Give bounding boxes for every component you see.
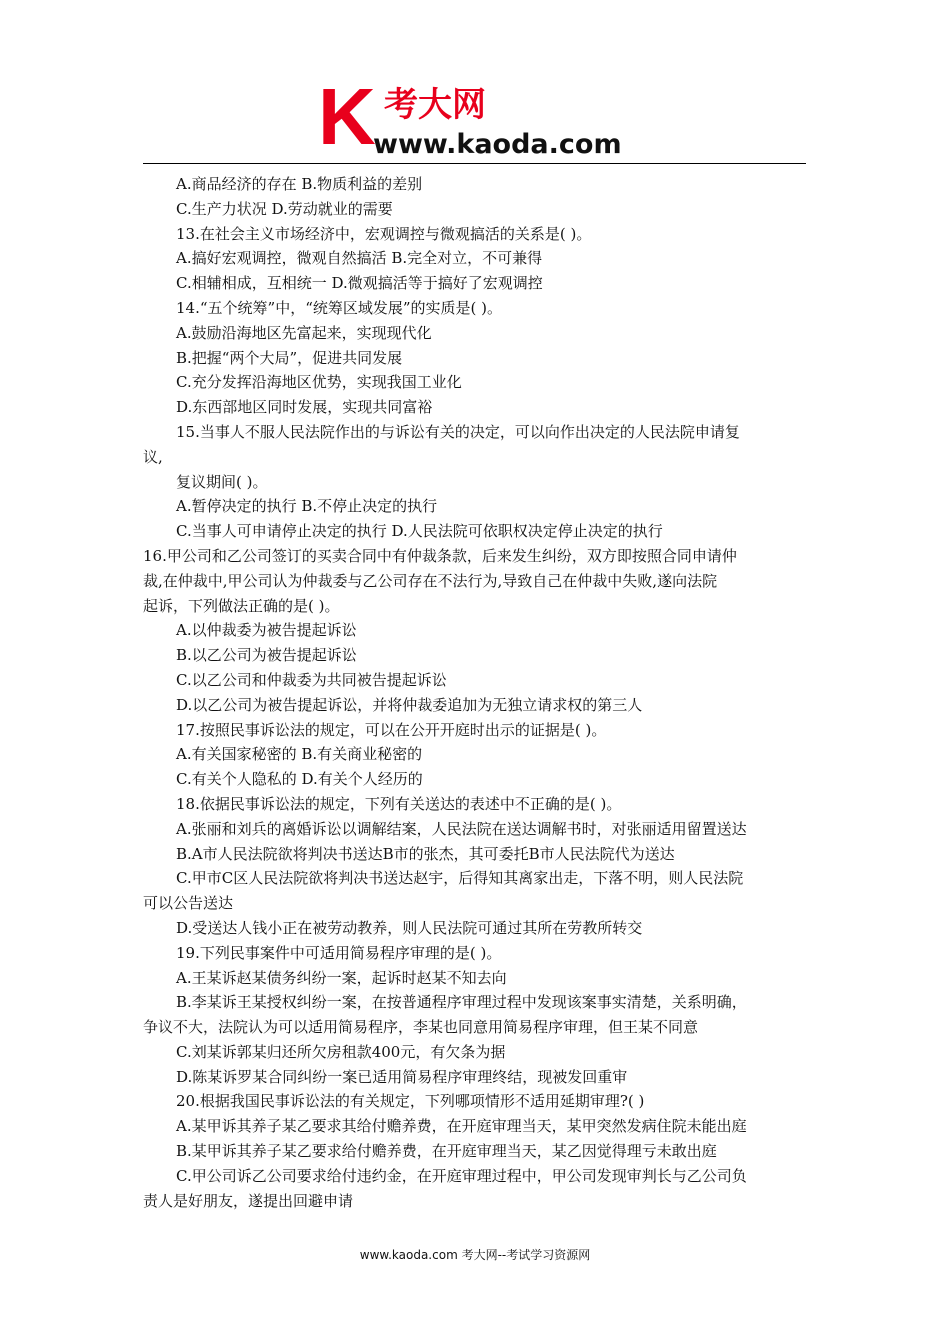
logo-chinese-name: 考大网 xyxy=(384,85,486,125)
text-line: D.东西部地区同时发展，实现共同富裕 xyxy=(176,398,433,417)
text-line: 13.在社会主义市场经济中，宏观调控与微观搞活的关系是( )。 xyxy=(176,224,592,243)
text-line: B.李某诉王某授权纠纷一案，在按普通程序审理过程中发现该案事实清楚，关系明确， xyxy=(176,993,747,1012)
text-line: 责人是好朋友，遂提出回避申请 xyxy=(143,1191,354,1210)
document-body xyxy=(143,172,808,1213)
text-line: B.把握“两个大局”，促进共同发展 xyxy=(176,348,403,367)
text-line: C.有关个人隐私的 D.有关个人经历的 xyxy=(176,770,423,789)
text-line: B.A市人民法院欲将判决书送达B市的张杰，其可委托B市人民法院代为送达 xyxy=(176,844,675,863)
text-line: 14.“五个统筹”中，“统筹区域发展”的实质是( )。 xyxy=(176,298,503,317)
text-line: C.充分发挥沿海地区优势，实现我国工业化 xyxy=(176,373,462,392)
text-line: D.受送达人钱小正在被劳动教养，则人民法院可通过其所在劳教所转交 xyxy=(176,918,643,937)
text-line: 裁,在仲裁中,甲公司认为仲裁委与乙公司存在不法行为,导致自己在仲裁中失败,遂向法院 xyxy=(143,571,718,590)
text-line: A.有关国家秘密的 B.有关商业秘密的 xyxy=(176,745,423,764)
text-line: 16.甲公司和乙公司签订的买卖合同中有仲裁条款，后来发生纠纷，双方即按照合同申请仲 xyxy=(143,546,737,565)
text-line: 17.按照民事诉讼法的规定，可以在公开开庭时出示的证据是( )。 xyxy=(176,720,607,739)
text-line: 起诉，下列做法正确的是( )。 xyxy=(143,596,340,615)
text-line: A.鼓励沿海地区先富起来，实现现代化 xyxy=(176,323,432,342)
text-line: 19.下列民事案件中可适用简易程序审理的是( )。 xyxy=(176,943,502,962)
text-line: 争议不大，法院认为可以适用简易程序，李某也同意用简易程序审理，但王某不同意 xyxy=(143,1018,699,1037)
text-line: A.王某诉赵某债务纠纷一案，起诉时赵某不知去向 xyxy=(176,968,507,987)
text-line: C.甲市C区人民法院欲将判决书送达赵宇，后得知其离家出走，下落不明，则人民法院 xyxy=(176,869,744,888)
text-line: C.相辅相成，互相统一 D.微观搞活等于搞好了宏观调控 xyxy=(176,274,543,293)
text-line: D.以乙公司为被告提起诉讼，并将仲裁委追加为无独立请求权的第三人 xyxy=(176,695,643,714)
header-divider xyxy=(143,163,806,164)
text-line: 15.当事人不服人民法院作出的与诉讼有关的决定，可以向作出决定的人民法院申请复 xyxy=(176,422,740,441)
text-line: 可以公告送达 xyxy=(143,894,234,913)
text-line: 18.依据民事诉讼法的规定，下列有关送达的表述中不正确的是( )。 xyxy=(176,794,622,813)
footer-text: www.kaoda.com 考大网--考试学习资源网 xyxy=(359,1248,591,1262)
text-line: 20.根据我国民事诉讼法的有关规定，下列哪项情形不适用延期审理?( ) xyxy=(176,1092,645,1111)
text-line: 复议期间( )。 xyxy=(176,472,268,491)
logo-url: www.kaoda.com xyxy=(373,129,622,160)
text-line: A.暂停决定的执行 B.不停止决定的执行 xyxy=(176,497,438,516)
text-line: A.以仲裁委为被告提起诉讼 xyxy=(176,621,357,640)
text-line: A.商品经济的存在 B.物质利益的差别 xyxy=(176,175,423,193)
text-line: C.当事人可申请停止决定的执行 D.人民法院可依职权决定停止决定的执行 xyxy=(176,522,663,541)
text-line: C.生产力状况 D.劳动就业的需要 xyxy=(176,199,393,218)
text-line: B.以乙公司为被告提起诉讼 xyxy=(176,646,357,665)
text-line: C.刘某诉郭某归还所欠房租款400元，有欠条为据 xyxy=(176,1042,506,1061)
text-line: B.某甲诉其养子某乙要求给付赡养费，在开庭审理当天，某乙因觉得理亏未敢出庭 xyxy=(176,1142,717,1161)
text-line: A.张丽和刘兵的离婚诉讼以调解结案，人民法院在送达调解书时，对张丽适用留置送达 xyxy=(176,819,747,838)
text-line: A.某甲诉其养子某乙要求其给付赡养费，在开庭审理当天，某甲突然发病住院未能出庭 xyxy=(176,1117,747,1136)
text-line: 议, xyxy=(143,447,163,466)
text-line: C.以乙公司和仲裁委为共同被告提起诉讼 xyxy=(176,670,447,689)
kaoda-logo xyxy=(318,78,648,160)
text-line: D.陈某诉罗某合同纠纷一案已适用简易程序审理终结，现被发回重审 xyxy=(176,1067,628,1086)
text-line: C.甲公司诉乙公司要求给付违约金，在开庭审理过程中，甲公司发现审判长与乙公司负 xyxy=(176,1166,747,1185)
logo-k: K xyxy=(318,78,376,160)
text-line: A.搞好宏观调控，微观自然搞活 B.完全对立，不可兼得 xyxy=(176,249,543,268)
